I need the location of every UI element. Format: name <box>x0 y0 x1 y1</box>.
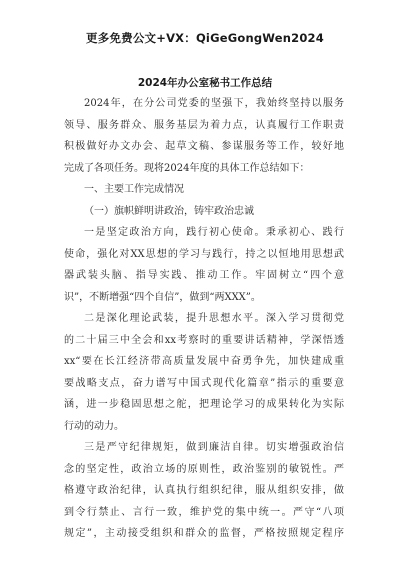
paragraph-line: 二是深化理论武装，提升思想水平。深入学习贯彻党 <box>84 313 344 324</box>
paragraph-line: 积极做好办文办会、起草文稿、参谋服务等工作，较好地 <box>64 141 344 152</box>
paragraph-line: 2024年，在分公司党委的坚强下，我始终坚持以服务 <box>84 98 344 109</box>
promo-header: 更多免费公文+VX：QiGeGongWen2024 <box>86 31 324 45</box>
paragraph-line: 识”，不断增强“四个自信”，做到“两XXX”。 <box>64 291 261 303</box>
paragraph-line: 使命，强化对XX思想的学习与践行，持之以恒地用思想武 <box>64 248 344 260</box>
paragraph-line: 完成了各项任务。现将2024年度的具体工作总结如下： <box>64 162 310 174</box>
paragraph-line: 的二十届三中全会和xx考察时的重要讲话精神，学深悟透 <box>64 334 344 346</box>
paragraph-line: 规定”，主动接受组织和群众的监督，严格按照规定程序 <box>64 528 344 539</box>
document-title: 2024年办公室秘书工作总结 <box>137 77 273 89</box>
paragraph-line: 涵，进一步稳固思想之舵，把理论学习的成果转化为实际 <box>64 399 344 410</box>
paragraph-line: 要战略支点，奋力谱写中国式现代化篇章”指示的重要意 <box>64 377 344 389</box>
paragraph-line: 到令行禁止、言行一致，维护党的集中统一。严守“八项 <box>64 506 344 518</box>
paragraph-line: 器武装头脑、指导实践、推动工作。牢固树立“四个意 <box>64 270 344 281</box>
paragraph-line: 格遵守政治纪律，认真执行组织纪律，服从组织安排，做 <box>64 485 344 496</box>
subsection-heading: （一）旗帜鲜明讲政治，铸牢政治忠诚 <box>84 205 254 217</box>
paragraph-line: 行动的动力。 <box>64 420 124 432</box>
paragraph-line: 念的坚定性，政治立场的原则性，政治鉴别的敏锐性。严 <box>64 463 344 475</box>
paragraph-line: xx“要在长江经济带高质量发展中奋勇争先，加快建成重 <box>64 356 344 367</box>
paragraph-line: 一是坚定政治方向，践行初心使命。秉承初心、践行 <box>84 227 344 238</box>
section-heading: 一、主要工作完成情况 <box>84 184 184 195</box>
paragraph-line: 三是严守纪律规矩，做到廉洁自律。切实增强政治信 <box>84 442 344 453</box>
document-body <box>64 93 344 545</box>
paragraph-line: 领导、服务群众、服务基层为着力点，认真履行工作职责 <box>64 119 344 131</box>
